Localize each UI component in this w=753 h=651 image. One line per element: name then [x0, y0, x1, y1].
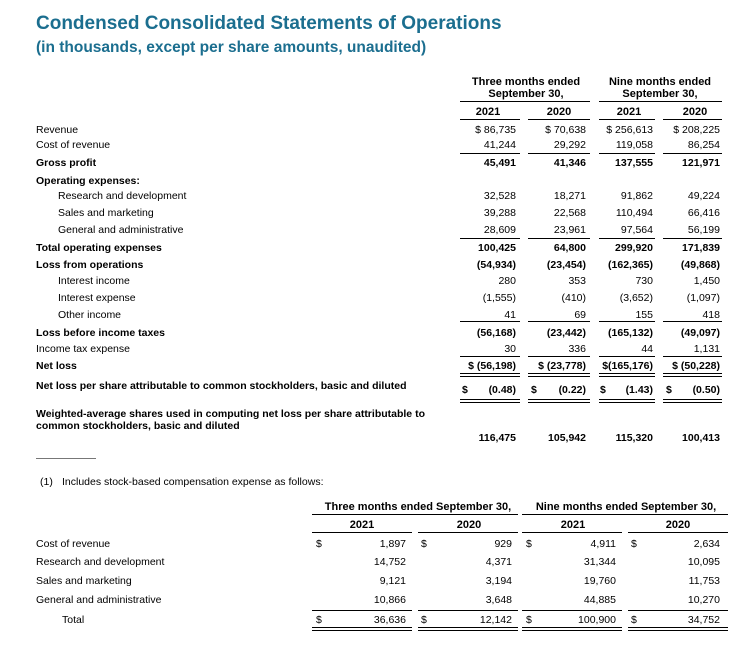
subtotal-underline [460, 356, 520, 357]
row-value: (49,868) [680, 259, 720, 271]
footnote-text: Includes stock-based compensation expense as follows: [62, 476, 324, 488]
weighted-value-2: 105,942 [548, 432, 586, 444]
eps-value-3: (1.43) [625, 384, 653, 396]
fn-row-value: 31,344 [583, 556, 616, 568]
subtotal-underline [528, 321, 590, 322]
fn-row-value: 3,194 [485, 575, 512, 587]
row-label: General and administrative [58, 224, 184, 236]
row-label: Revenue [36, 124, 79, 136]
weighted-label-line1: Weighted-average shares used in computing net loss per share attributable to [36, 408, 425, 420]
fn-total-double-rule [522, 627, 622, 631]
row-value: 66,416 [687, 207, 720, 219]
fn-row-value: 14,752 [373, 556, 406, 568]
fn-total-double-rule [418, 627, 518, 631]
row-value: 418 [702, 309, 720, 321]
fn-row-value: 3,648 [485, 594, 512, 606]
row-value: 41,244 [483, 139, 516, 151]
net-loss-double-underline [663, 373, 722, 377]
row-value: (23,442) [546, 327, 586, 339]
subtotal-underline [528, 153, 590, 154]
fn-total-top-rule [312, 610, 412, 611]
footnote-marker: (1) [40, 476, 53, 488]
fn-row-value: 12,142 [479, 614, 512, 626]
net-loss-double-underline [460, 373, 520, 377]
row-value: 299,920 [615, 242, 653, 254]
row-value: $ 70,638 [545, 124, 586, 136]
row-label: Other income [58, 309, 122, 321]
fn-header-nine-months: Nine months ended September 30, [535, 501, 717, 513]
row-value: $ 256,613 [606, 124, 653, 136]
row-value: (162,365) [608, 259, 653, 271]
row-value: $ 86,735 [475, 124, 516, 136]
net-loss-double-underline [599, 373, 655, 377]
subtotal-underline [460, 321, 520, 322]
fn-total-top-rule [522, 610, 622, 611]
fn-row-value: 4,911 [590, 538, 616, 550]
fn-row-value: 9,121 [379, 575, 406, 587]
fn-row-label: General and administrative [36, 594, 162, 606]
subtotal-underline [599, 356, 655, 357]
fn-header-underline-nine [522, 514, 728, 515]
fn-dollar-sign: $ [316, 614, 322, 626]
subtotal-underline [528, 356, 590, 357]
fn-row-value: 100,900 [578, 614, 616, 626]
eps-value-2: (0.22) [558, 384, 586, 396]
row-value: 22,568 [553, 207, 586, 219]
row-label: Gross profit [36, 157, 97, 169]
fn-dollar-sign: $ [631, 614, 637, 626]
fn-dollar-sign: $ [421, 614, 427, 626]
subtotal-underline [460, 153, 520, 154]
row-value: 86,254 [687, 139, 720, 151]
header-nine-line1: Nine months ended [608, 76, 712, 88]
fn-total-double-rule [312, 627, 412, 631]
eps-value-1: (0.48) [488, 384, 516, 396]
row-label-weighted-average [36, 408, 425, 432]
row-label: Interest expense [58, 292, 136, 304]
row-value: 29,292 [553, 139, 586, 151]
year-col-4: 2020 [682, 106, 708, 118]
row-value: 45,491 [483, 157, 516, 169]
subtotal-underline [599, 153, 655, 154]
net-loss-double-underline [528, 373, 590, 377]
row-value: $ (23,778) [538, 360, 586, 372]
row-value: $ 208,225 [673, 124, 720, 136]
row-value: 56,199 [687, 224, 720, 236]
row-value: 1,450 [693, 275, 720, 287]
subtotal-underline [663, 356, 722, 357]
row-value: (49,097) [680, 327, 720, 339]
fn-row-value: 34,752 [687, 614, 720, 626]
row-value: (165,132) [608, 327, 653, 339]
row-value: (410) [561, 292, 586, 304]
fn-year-4: 2020 [665, 519, 691, 531]
row-label: Cost of revenue [36, 139, 111, 151]
row-value: 39,288 [483, 207, 516, 219]
weighted-value-4: 100,413 [682, 432, 720, 444]
fn-year-underline-2 [418, 532, 518, 533]
row-value: 171,839 [682, 242, 720, 254]
row-value: $(165,176) [602, 360, 653, 372]
weighted-value-3: 115,320 [615, 432, 653, 444]
fn-header-underline-three [312, 514, 518, 515]
eps-double-underline-3 [599, 399, 655, 403]
row-value: 23,961 [553, 224, 586, 236]
row-value: 41 [504, 309, 516, 321]
row-value: 97,564 [620, 224, 653, 236]
subtotal-underline [528, 238, 590, 239]
year-underline-3 [599, 119, 655, 120]
subtotal-underline [663, 238, 722, 239]
fn-row-value: 19,760 [583, 575, 616, 587]
row-label: Income tax expense [36, 343, 130, 355]
fn-year-underline-1 [312, 532, 412, 533]
fn-dollar-sign: $ [316, 538, 322, 550]
header-underline-nine [599, 101, 722, 102]
fn-year-1: 2021 [349, 519, 375, 531]
fn-total-double-rule [628, 627, 728, 631]
fn-row-label: Cost of revenue [36, 538, 111, 550]
row-value: (23,454) [546, 259, 586, 271]
row-value: 336 [568, 343, 586, 355]
header-nine-line2: September 30, [622, 88, 698, 100]
row-value: 1,131 [693, 343, 720, 355]
row-value: 121,971 [682, 157, 720, 169]
eps-dollar-1: $ [462, 384, 468, 396]
year-col-1: 2021 [475, 106, 501, 118]
fn-year-3: 2021 [560, 519, 586, 531]
header-three-months [457, 76, 595, 100]
eps-value-4: (0.50) [692, 384, 720, 396]
row-value: 69 [574, 309, 586, 321]
row-value: 49,224 [687, 190, 720, 202]
row-value: 353 [568, 275, 586, 287]
row-value: 100,425 [478, 242, 516, 254]
fn-row-value: 44,885 [583, 594, 616, 606]
year-underline-4 [663, 119, 722, 120]
row-label: Loss before income taxes [36, 327, 165, 339]
row-label: Interest income [58, 275, 130, 287]
eps-dollar-2: $ [531, 384, 537, 396]
header-nine-months [595, 76, 725, 100]
subtotal-underline [663, 153, 722, 154]
year-underline-1 [460, 119, 520, 120]
row-value: $ (56,198) [468, 360, 516, 372]
row-value: 44 [641, 343, 653, 355]
year-col-3: 2021 [616, 106, 642, 118]
row-value: (54,934) [476, 259, 516, 271]
header-three-line2: September 30, [488, 88, 564, 100]
header-three-line1: Three months ended [471, 76, 581, 88]
fn-total-top-rule [418, 610, 518, 611]
eps-double-underline-2 [528, 399, 590, 403]
fn-row-value: 4,371 [485, 556, 512, 568]
row-value: 110,494 [615, 207, 653, 219]
fn-row-value: 1,897 [379, 538, 406, 550]
row-value: (1,097) [686, 292, 720, 304]
fn-row-value: 11,753 [688, 575, 720, 587]
page-subtitle: (in thousands, except per share amounts, unaudited) [36, 39, 427, 56]
fn-row-value: 36,636 [373, 614, 406, 626]
page-title: Condensed Consolidated Statements of Operations [36, 13, 502, 34]
subtotal-underline [599, 321, 655, 322]
eps-dollar-4: $ [666, 384, 672, 396]
fn-row-label: Research and development [36, 556, 165, 568]
weighted-label-line2: common stockholders, basic and diluted [36, 420, 240, 432]
subtotal-underline [460, 238, 520, 239]
row-label-eps: Net loss per share attributable to common stockholders, basic and diluted [36, 380, 407, 392]
row-value: (3,652) [619, 292, 653, 304]
fn-row-label: Total [62, 614, 85, 626]
row-value: 64,800 [553, 242, 586, 254]
row-value: 91,862 [620, 190, 653, 202]
fn-dollar-sign: $ [526, 538, 532, 550]
row-value: 730 [635, 275, 653, 287]
subtotal-underline [663, 321, 722, 322]
fn-row-value: 10,270 [687, 594, 720, 606]
row-value: 280 [498, 275, 516, 287]
year-underline-2 [528, 119, 590, 120]
row-value: 32,528 [483, 190, 516, 202]
eps-dollar-3: $ [600, 384, 606, 396]
row-value: 30 [504, 343, 516, 355]
fn-header-three-months: Three months ended September 30, [324, 501, 512, 513]
row-label: Sales and marketing [58, 207, 154, 219]
row-label: Loss from operations [36, 259, 144, 271]
eps-double-underline-1 [460, 399, 520, 403]
fn-year-underline-4 [628, 532, 728, 533]
fn-row-value: 2,634 [693, 538, 720, 550]
fn-total-top-rule [628, 610, 728, 611]
row-value: 41,346 [553, 157, 586, 169]
fn-dollar-sign: $ [631, 538, 637, 550]
row-label: Total operating expenses [36, 242, 162, 254]
fn-year-underline-3 [522, 532, 622, 533]
row-value: (56,168) [476, 327, 516, 339]
row-label: Net loss [36, 360, 77, 372]
row-label: Operating expenses: [36, 175, 140, 187]
row-value: 155 [635, 309, 653, 321]
weighted-value-1: 116,475 [478, 432, 516, 444]
fn-dollar-sign: $ [526, 614, 532, 626]
row-value: 28,609 [483, 224, 516, 236]
fn-year-2: 2020 [456, 519, 482, 531]
fn-row-value: 10,866 [373, 594, 406, 606]
subtotal-underline [599, 238, 655, 239]
row-value: (1,555) [482, 292, 516, 304]
row-value: 18,271 [553, 190, 586, 202]
fn-row-label: Sales and marketing [36, 575, 132, 587]
year-col-2: 2020 [546, 106, 572, 118]
fn-row-value: 929 [494, 538, 512, 550]
eps-double-underline-4 [663, 399, 722, 403]
header-underline-three [460, 101, 590, 102]
fn-dollar-sign: $ [421, 538, 427, 550]
fn-row-value: 10,095 [687, 556, 720, 568]
row-label: Research and development [58, 190, 187, 202]
row-value: 137,555 [615, 157, 653, 169]
row-value: 119,058 [615, 139, 653, 151]
footnote-separator [36, 458, 96, 459]
row-value: $ (50,228) [672, 360, 720, 372]
